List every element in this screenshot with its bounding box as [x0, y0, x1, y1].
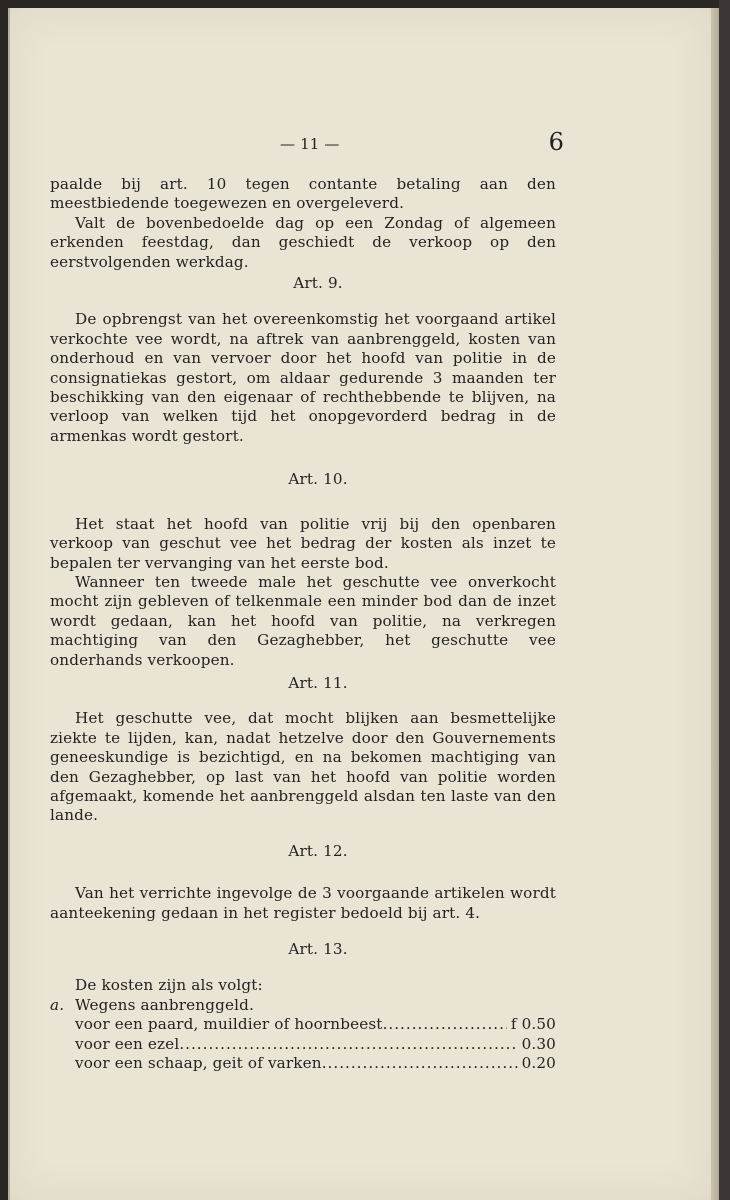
- article-10-text-1: Het staat het hoofd van politie vrij bij den openbaren verkoop van geschut vee het bedrag der kosten als inzet te bepalen ter vervanging van het eerste bod.: [50, 514, 556, 572]
- article-heading-13: Art. 13.: [288, 940, 348, 958]
- article-12-text: Van het verrichte ingevolge de 3 voorgaande artikelen wordt aanteekening gedaan in het register bedoeld bij art. 4.: [50, 884, 556, 922]
- page-header: [50, 128, 564, 175]
- dot-leader: [383, 1015, 507, 1034]
- cost-amount: f 0.50: [510, 1015, 556, 1034]
- dot-leader: [179, 1035, 517, 1054]
- article-9-text: De opbrengst van het overeenkomstig het voorgaand artikel verkochte vee wordt, na aftrek van aanbrenggeld, kosten van onderhoud en van vervoer door het hoofd van politie in de consignatiekas gestort, om aldaar gedurende 3 maanden ter beschikking van den eigenaar of rechthebbende te blijven, na verloop van welken tijd het onopgevorderd bedrag in de armenkas wordt gestort.: [50, 310, 556, 445]
- document-body: [50, 128, 564, 1073]
- article-10-text-2: Wanneer ten tweede male het geschutte vee onverkocht mocht zijn gebleven of telkenmale een minder bod dan de inzet wordt gedaan, kan het hoofd van politie, na verkregen machtiging van den Gezaghebber, het geschutte vee onderhands verkoopen.: [50, 572, 556, 669]
- paragraph-continued: paalde bij art. 10 tegen contante betaling aan den meestbiedende toegewezen en overgeleverd.: [50, 175, 556, 213]
- article-heading-10: Art. 10.: [288, 470, 348, 489]
- article-heading-9: Art. 9.: [293, 274, 343, 293]
- cost-row: [50, 1054, 556, 1073]
- page-right-edge: [711, 8, 719, 1200]
- cost-label: voor een paard, muildier of hoornbeest: [75, 1015, 383, 1034]
- cost-amount: 0.20: [521, 1054, 556, 1073]
- article-11-text: Het geschutte vee, dat mocht blijken aan besmettelijke ziekte te lijden, kan, nadat hetzelve door den Gouvernements geneeskundige is bezichtigd, en na bekomen machtiging van den Gezaghebber, op last van het hoofd van politie worden afgemaakt, komende het aanbrenggeld alsdan ten laste van den lande.: [50, 709, 556, 825]
- item-label: Wegens aanbrenggeld.: [75, 995, 254, 1014]
- page-number: — 11 —: [280, 135, 340, 153]
- scan-border: [719, 0, 730, 1200]
- dot-leader: [322, 1054, 518, 1073]
- page-left-edge: [8, 8, 10, 1200]
- cost-label: voor een schaap, geit of varken: [75, 1054, 322, 1073]
- cost-row: [50, 1035, 556, 1054]
- cost-label: voor een ezel: [75, 1034, 180, 1053]
- article-13-intro: De kosten zijn als volgt:: [75, 976, 263, 995]
- cost-row: [50, 1015, 556, 1034]
- article-heading-12: Art. 12.: [288, 841, 348, 860]
- item-letter: a.: [50, 995, 65, 1014]
- article-heading-11: Art. 11.: [288, 673, 348, 692]
- page-mark: 6: [548, 128, 564, 156]
- cost-amount: 0.30: [521, 1034, 556, 1053]
- paragraph-sunday: Valt de bovenbedoelde dag op een Zondag of algemeen erkenden feestdag, dan geschiedt de verkoop op den eerstvolgenden werkdag.: [50, 213, 556, 271]
- cost-item-a: [50, 996, 556, 1015]
